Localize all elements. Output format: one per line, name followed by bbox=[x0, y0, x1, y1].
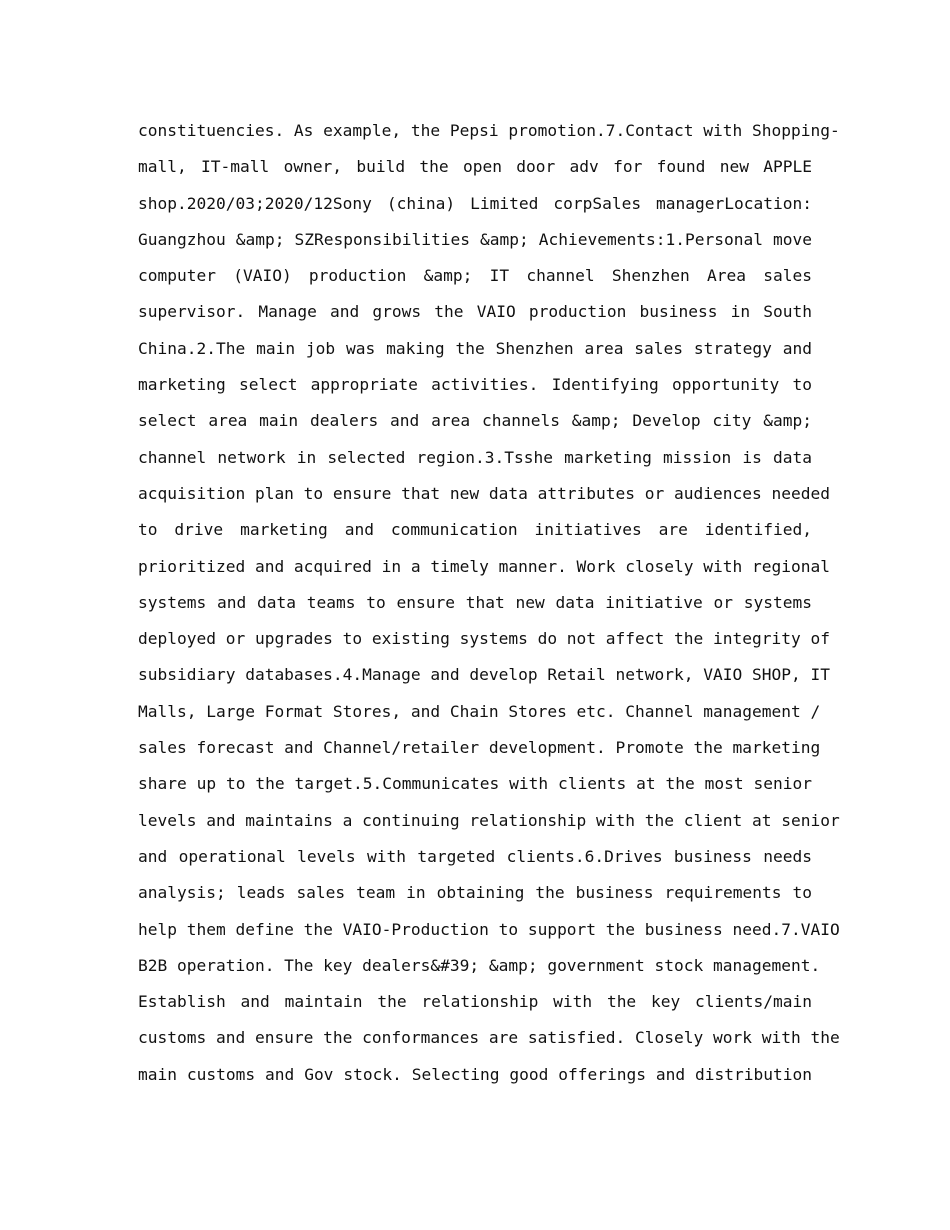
text-line: constituencies. As example, the Pepsi promotion.7.Contact with Shopping- bbox=[138, 121, 840, 140]
text-line: analysis; leads sales team in obtaining the business requirements to bbox=[138, 883, 812, 903]
text-line: systems and data teams to ensure that new data initiative or systems bbox=[138, 592, 812, 612]
text-line: Establish and maintain the relationship with the key clients/main bbox=[138, 992, 812, 1012]
text-line: to drive marketing and communication initiatives are identified, bbox=[138, 520, 812, 540]
text-line: share up to the target.5.Communicates with clients at the most senior bbox=[138, 774, 812, 794]
text-line: levels and maintains a continuing relationship with the client at senior bbox=[138, 810, 840, 830]
text-line: marketing select appropriate activities. Identifying opportunity to bbox=[138, 375, 812, 395]
text-line: Guangzhou &amp; SZResponsibilities &amp; Achievements:1.Personal move bbox=[138, 229, 812, 249]
text-line: customs and ensure the conformances are satisfied. Closely work with the bbox=[138, 1028, 840, 1048]
text-line: and operational levels with targeted clients.6.Drives business needs bbox=[138, 846, 812, 866]
text-line: computer (VAIO) production &amp; IT channel Shenzhen Area sales bbox=[138, 266, 812, 286]
body-text bbox=[138, 113, 840, 1093]
text-line: help them define the VAIO-Production to support the business need.7.VAIO bbox=[138, 919, 840, 939]
text-line: prioritized and acquired in a timely manner. Work closely with regional bbox=[138, 556, 830, 576]
text-line: mall, IT-mall owner, build the open door adv for found new APPLE bbox=[138, 157, 812, 177]
text-line: shop.2020/03;2020/12Sony (china) Limited corpSales managerLocation: bbox=[138, 193, 812, 213]
text-line: Malls, Large Format Stores, and Chain Stores etc. Channel management / bbox=[138, 701, 821, 721]
text-line: main customs and Gov stock. Selecting good offerings and distribution bbox=[138, 1064, 812, 1084]
text-line: sales forecast and Channel/retailer development. Promote the marketing bbox=[138, 738, 821, 758]
text-line: B2B operation. The key dealers&#39; &amp; government stock management. bbox=[138, 955, 821, 975]
text-line: subsidiary databases.4.Manage and develop Retail network, VAIO SHOP, IT bbox=[138, 665, 830, 685]
text-line: supervisor. Manage and grows the VAIO production business in South bbox=[138, 302, 812, 322]
text-line: select area main dealers and area channels &amp; Develop city &amp; bbox=[138, 411, 812, 431]
text-line: China.2.The main job was making the Shenzhen area sales strategy and bbox=[138, 338, 812, 358]
text-line: deployed or upgrades to existing systems do not affect the integrity of bbox=[138, 629, 830, 649]
text-line: acquisition plan to ensure that new data attributes or audiences needed bbox=[138, 483, 830, 503]
text-line: channel network in selected region.3.Tsshe marketing mission is data bbox=[138, 447, 812, 467]
